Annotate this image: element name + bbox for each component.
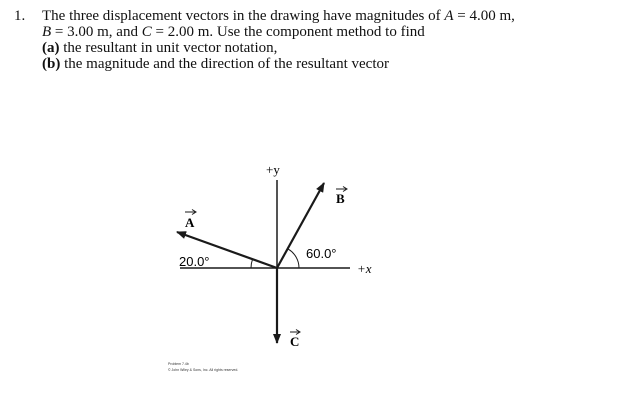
part-b bbox=[14, 56, 629, 72]
vector-diagram bbox=[160, 160, 400, 380]
part-b-label: (b) bbox=[42, 56, 61, 72]
vector-diagram-svg bbox=[160, 160, 400, 380]
var-c: C bbox=[141, 24, 152, 40]
angle-b-label: 60.0° bbox=[306, 246, 337, 261]
figure-credit-line-2: © John Wiley & Sons, Inc. All rights reserved. bbox=[168, 368, 239, 372]
problem-statement bbox=[14, 8, 629, 72]
angle-b-arc bbox=[288, 249, 299, 268]
vector-c-label: C bbox=[290, 334, 300, 349]
part-a-label: (a) bbox=[42, 40, 60, 56]
angle-a-arc bbox=[251, 259, 253, 268]
vector-c-label-group bbox=[290, 330, 300, 350]
vector-b-label-group bbox=[336, 187, 347, 207]
x-axis-label: +x bbox=[357, 261, 372, 276]
figure-credit-line-1: Problem 7.4b bbox=[168, 362, 189, 366]
eq-a-text: = 4.00 m, bbox=[453, 8, 515, 24]
eq-c-text: = 2.00 m. Use the component method to find bbox=[151, 24, 425, 40]
vector-a-label-group bbox=[185, 210, 196, 231]
var-b: B bbox=[42, 24, 52, 40]
part-a bbox=[14, 40, 629, 56]
eq-b-text: = 3.00 m, and bbox=[51, 24, 142, 40]
line1-pre-text: The three displacement vectors in the drawing have magnitudes of bbox=[42, 8, 445, 24]
angle-a-label: 20.0° bbox=[179, 254, 210, 269]
vector-b-label: B bbox=[336, 191, 345, 206]
vector-a-label: A bbox=[185, 215, 195, 230]
y-axis-label: +y bbox=[266, 162, 280, 177]
var-a: A bbox=[444, 8, 454, 24]
problem-line-2 bbox=[14, 24, 629, 40]
problem-number: 1. bbox=[14, 8, 26, 24]
problem-line-1 bbox=[14, 8, 629, 24]
part-b-text: the magnitude and the direction of the resultant vector bbox=[60, 56, 389, 72]
part-a-text: the resultant in unit vector notation, bbox=[59, 40, 278, 56]
